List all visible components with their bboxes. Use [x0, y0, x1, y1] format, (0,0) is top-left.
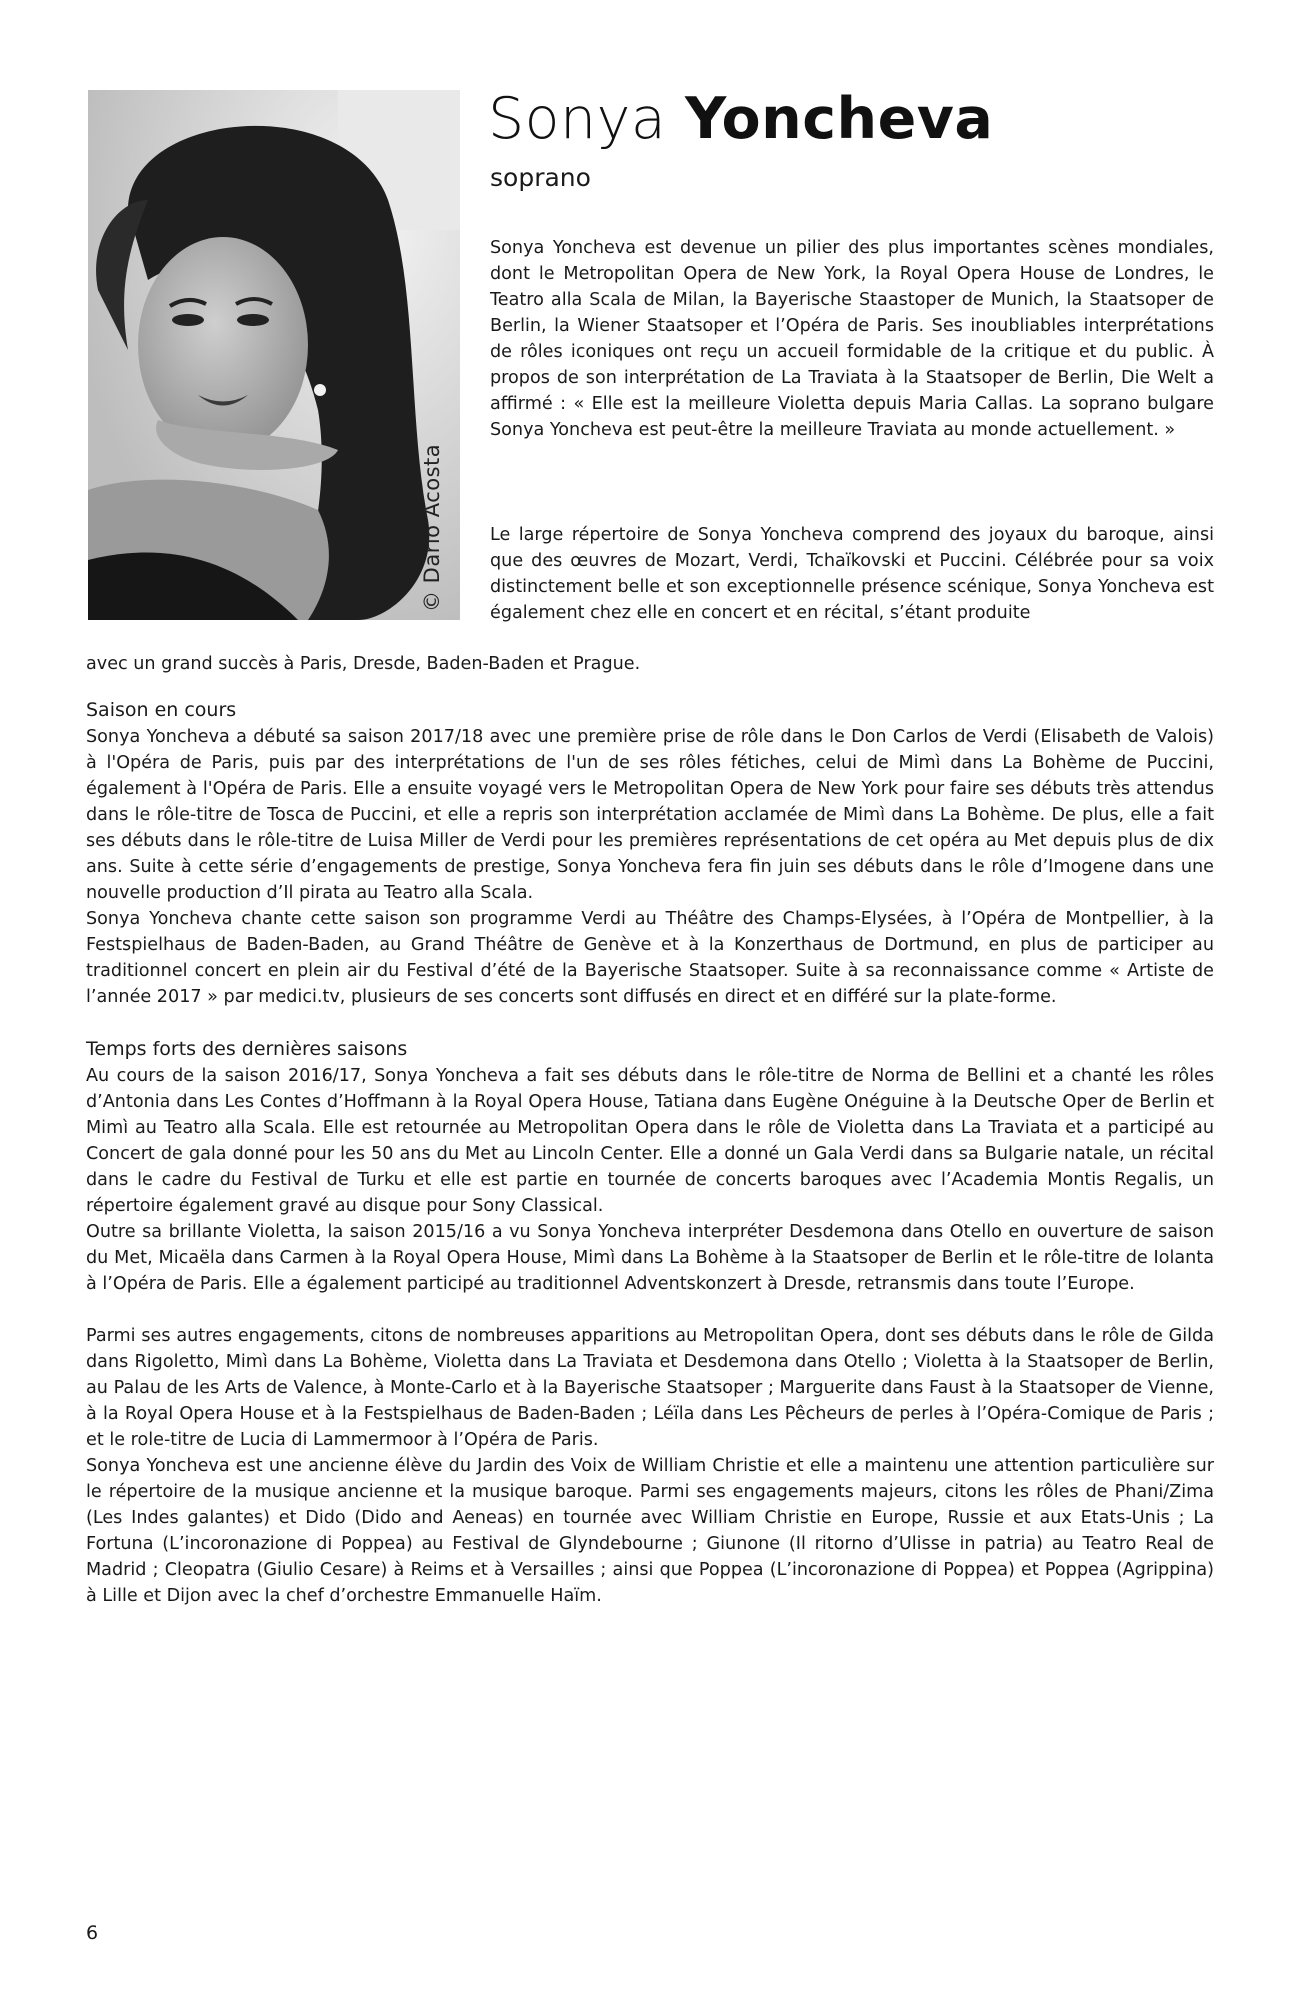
other-engagements-paragraph: Parmi ses autres engagements, citons de nombreuses apparitions au Metropolitan Opera, dont ses débuts dans le rôle de Gilda dans Rigoletto, Mimì dans La Bohème, Violetta dans La Traviata et Desdemona dans Otello ; Violetta à la Staatsoper de Berlin, au Palau de les Arts de Valence, à Monte-Carlo et à la Bayerische Staatsoper ; Marguerite dans Faust à la Staatsoper de Vienne, à la Royal Opera House et à la Festspielhaus de Baden-Baden ; Léïla dans Les Pêcheurs de perles à l’Opéra-Comique de Paris ; et le role-titre de Lucia di Lammermoor à l’Opéra de Paris. [86, 1326, 1214, 1450]
portrait-photo [88, 90, 460, 620]
intro-text-2-tail: avec un grand succès à Paris, Dresde, Baden-Baden et Prague. [86, 654, 641, 674]
intro-paragraph-2-tail [86, 651, 1214, 677]
page-number: 6 [86, 1922, 99, 1944]
highlights-paragraph-2: Outre sa brillante Violetta, la saison 2015/16 a vu Sonya Yoncheva interpréter Desdemona dans Otello en ouverture de saison du Met, Micaëla dans Carmen à la Royal Opera House, Mimì dans La Bohème à la Staatsoper de Berlin et le rôle-titre de Iolanta à l’Opéra de Paris. Elle a également participé au traditionnel Adventskonzert à Dresde, retransmis dans toute l’Europe. [86, 1222, 1214, 1294]
baroque-paragraph: Sonya Yoncheva est une ancienne élève du Jardin des Voix de William Christie et elle a maintenu une attention particulière sur le répertoire de la musique ancienne et la musique baroque. Parmi ses engagements majeurs, citons les rôles de Phani/Zima (Les Indes galantes) et Dido (Dido and Aeneas) en tournée avec William Christie en Europe, Russie et aux Etats-Unis ; La Fortuna (L’incoronazione di Poppea) au Festival de Glyndebourne ; Giunone (Il ritorno d’Ulisse in patria) au Teatro Real de Madrid ; Cleopatra (Giulio Cesare) à Reims et à Versailles ; ainsi que Poppea (L’incoronazione di Poppea) et Poppea (Agrippina) à Lille et Dijon avec la chef d’orchestre Emmanuelle Haïm. [86, 1456, 1214, 1606]
section-heading-current-season: Saison en cours [86, 699, 237, 721]
current-season-paragraph-1: Sonya Yoncheva a débuté sa saison 2017/18 avec une première prise de rôle dans le Don Carlos de Verdi (Elisabeth de Valois) à l'Opéra de Paris, puis par des interprétations de l'un de ses rôles fétiches, celui de Mimì dans La Bohème de Puccini, également à l'Opéra de Paris. Elle a ensuite voyagé vers le Metropolitan Opera de New York pour faire ses débuts très attendus dans le rôle-titre de Tosca de Puccini, et elle a repris son interprétation acclamée de Mimì dans La Bohème. De plus, elle a fait ses débuts dans le rôle-titre de Luisa Miller de Verdi pour les premières représentations de cet opéra au Met depuis plus de dix ans. Suite à cette série d’engagements de prestige, Sonya Yoncheva fera fin juin ses débuts dans le rôle d’Imogene dans une nouvelle production d’Il pirata au Teatro alla Scala. [86, 727, 1214, 903]
intro-paragraph-2 [490, 522, 1214, 626]
intro-text-1: Sonya Yoncheva est devenue un pilier des plus importantes scènes mondiales, dont le Metropolitan Opera de New York, la Royal Opera House de Londres, le Teatro alla Scala de Milan, la Bayerische Staastoper de Munich, la Staatsoper de Berlin, la Wiener Staatsoper et l’Opéra de Paris. Ses inoubliables interprétations de rôles iconiques ont reçu un accueil formidable de la critique et du public. À propos de son interprétation de La Traviata à la Staatsoper de Berlin, Die Welt a affirmé : « Elle est la meilleure Violetta depuis Maria Callas. La soprano bulgare Sonya Yoncheva est peut-être la meilleure Traviata au monde actuellement. » [490, 238, 1214, 440]
page-title [488, 84, 993, 154]
spacer [86, 1010, 1214, 1036]
first-name: Sonya [488, 86, 667, 152]
highlights-paragraph-1: Au cours de la saison 2016/17, Sonya Yoncheva a fait ses débuts dans le rôle-titre de Norma de Bellini et a chanté les rôles d’Antonia dans Les Contes d’Hoffmann à la Royal Opera House, Tatiana dans Eugène Onéguine à la Deutsche Oper de Berlin et Mimì au Teatro alla Scala. Elle est retournée au Metropolitan Opera dans le rôle de Violetta dans La Traviata et a participé au Concert de gala donné pour les 50 ans du Met au Lincoln Center. Elle a donné un Gala Verdi dans sa Bulgarie natale, un récital dans le cadre du Festival de Turku et elle est partie en tournée de concerts baroques avec l’Academia Montis Regalis, un répertoire également gravé au disque pour Sony Classical. [86, 1066, 1214, 1216]
last-name: Yoncheva [684, 86, 994, 152]
voice-type: soprano [490, 163, 591, 192]
section-heading-highlights: Temps forts des dernières saisons [86, 1038, 408, 1060]
main-body [86, 697, 1214, 1609]
intro-text-2: Le large répertoire de Sonya Yoncheva comprend des joyaux du baroque, ainsi que des œuvres de Mozart, Verdi, Tchaïkovski et Puccini. Célébrée pour sa voix distinctement belle et son exceptionnelle présence scénique, Sonya Yoncheva est également chez elle en concert et en récital, s’étant produite [490, 525, 1214, 623]
photo-credit: © Dario Acosta [420, 443, 444, 612]
spacer [86, 1297, 1214, 1323]
intro-paragraph-1 [490, 235, 1214, 443]
current-season-paragraph-2: Sonya Yoncheva chante cette saison son programme Verdi au Théâtre des Champs-Elysées, à l’Opéra de Montpellier, à la Festspielhaus de Baden-Baden, au Grand Théâtre de Genève et à la Konzerthaus de Dortmund, en plus de participer au traditionnel concert en plein air du Festival d’été de la Bayerische Staatsoper. Suite à sa reconnaissance comme « Artiste de l’année 2017 » par medici.tv, plusieurs de ses concerts sont diffusés en direct et en différé sur la plate-forme. [86, 909, 1214, 1007]
